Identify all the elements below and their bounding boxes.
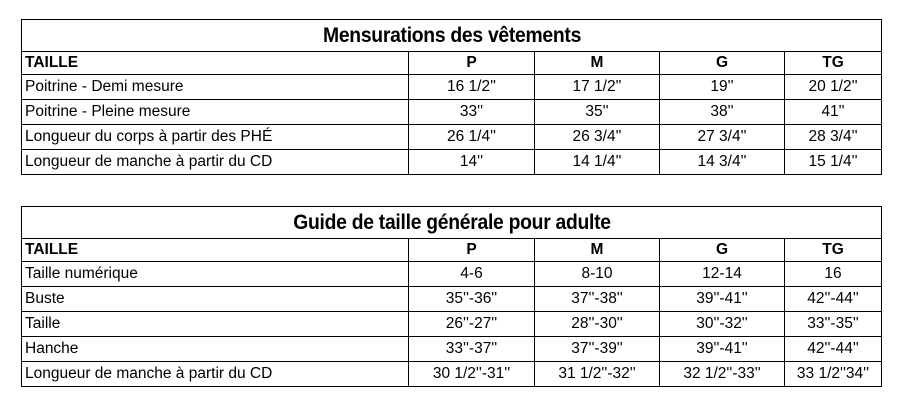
row-label: Hanche <box>22 337 409 362</box>
cell-m: 14 1/4'' <box>535 150 660 175</box>
cell-g: 39''-41'' <box>660 337 785 362</box>
header-tg: TG <box>785 239 882 262</box>
cell-g: 19'' <box>660 75 785 100</box>
header-p: P <box>409 239 535 262</box>
cell-m: 35'' <box>535 100 660 125</box>
table-row <box>22 262 882 287</box>
cell-g: 39''-41'' <box>660 287 785 312</box>
row-label: Longueur du corps à partir des PHÉ <box>22 125 409 150</box>
row-label: Poitrine - Pleine mesure <box>22 100 409 125</box>
cell-tg: 42''-44'' <box>785 337 882 362</box>
cell-m: 8-10 <box>535 262 660 287</box>
cell-g: 27 3/4'' <box>660 125 785 150</box>
header-g: G <box>660 52 785 75</box>
table-row <box>22 362 882 387</box>
cell-tg: 33 1/2''34'' <box>785 362 882 387</box>
table-title-row <box>22 20 882 52</box>
cell-m: 28''-30'' <box>535 312 660 337</box>
cell-m: 31 1/2''-32'' <box>535 362 660 387</box>
table-header-row <box>22 52 882 75</box>
table-row <box>22 125 882 150</box>
table-title: Mensurations des vêtements <box>56 20 847 52</box>
cell-tg: 41'' <box>785 100 882 125</box>
table-header-row <box>22 239 882 262</box>
table-title-row <box>22 207 882 239</box>
cell-tg: 33''-35'' <box>785 312 882 337</box>
header-size: TAILLE <box>22 52 409 75</box>
row-label: Poitrine - Demi mesure <box>22 75 409 100</box>
table-row <box>22 312 882 337</box>
row-label: Buste <box>22 287 409 312</box>
cell-tg: 15 1/4'' <box>785 150 882 175</box>
row-label: Longueur de manche à partir du CD <box>22 150 409 175</box>
cell-g: 14 3/4'' <box>660 150 785 175</box>
cell-p: 14'' <box>409 150 535 175</box>
header-m: M <box>535 52 660 75</box>
table-row <box>22 75 882 100</box>
table-title: Guide de taille générale pour adulte <box>56 207 847 239</box>
header-tg: TG <box>785 52 882 75</box>
cell-p: 35''-36'' <box>409 287 535 312</box>
cell-m: 17 1/2'' <box>535 75 660 100</box>
row-label: Taille <box>22 312 409 337</box>
cell-p: 33''-37'' <box>409 337 535 362</box>
cell-tg: 28 3/4'' <box>785 125 882 150</box>
cell-tg: 42''-44'' <box>785 287 882 312</box>
row-label: Taille numérique <box>22 262 409 287</box>
cell-p: 26 1/4'' <box>409 125 535 150</box>
size-guide-table <box>21 206 882 387</box>
cell-g: 12-14 <box>660 262 785 287</box>
cell-m: 37''-38'' <box>535 287 660 312</box>
cell-p: 16 1/2'' <box>409 75 535 100</box>
cell-p: 4-6 <box>409 262 535 287</box>
header-m: M <box>535 239 660 262</box>
cell-p: 33'' <box>409 100 535 125</box>
table-row <box>22 287 882 312</box>
cell-p: 26''-27'' <box>409 312 535 337</box>
measurements-table <box>21 19 882 175</box>
table-row <box>22 150 882 175</box>
cell-g: 30''-32'' <box>660 312 785 337</box>
header-g: G <box>660 239 785 262</box>
table-row <box>22 100 882 125</box>
header-size: TAILLE <box>22 239 409 262</box>
cell-g: 38'' <box>660 100 785 125</box>
cell-m: 26 3/4'' <box>535 125 660 150</box>
header-p: P <box>409 52 535 75</box>
cell-m: 37''-39'' <box>535 337 660 362</box>
cell-p: 30 1/2''-31'' <box>409 362 535 387</box>
cell-tg: 16 <box>785 262 882 287</box>
cell-g: 32 1/2''-33'' <box>660 362 785 387</box>
cell-tg: 20 1/2'' <box>785 75 882 100</box>
row-label: Longueur de manche à partir du CD <box>22 362 409 387</box>
table-row <box>22 337 882 362</box>
